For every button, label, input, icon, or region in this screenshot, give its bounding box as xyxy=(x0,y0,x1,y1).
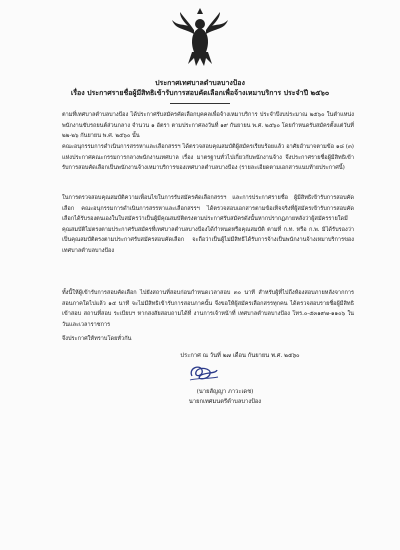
paragraph-1: ตามที่เทศบาลตำบลบางป้อง ได้ประกาศรับสมัครคัดเลือกบุคคลเพื่อจ้างเหมาบริการ ประจำปีงบประมาณ ๒๕๖๐ ในตำแหน่ง พนักงานขับรถยนต์ส่วนกลาง จำนวน ๑ อัตรา ตามประกาศลงวันที่ ๑๙ กันยายน พ.ศ. ๒๕๖๐ โดยกำหนดรับสมัครตั้งแต่วันที่ ๒๒-๒๖ กันยายน พ.ศ. ๒๕๖๐ นั้น xyxy=(62,112,356,140)
garuda-emblem xyxy=(170,8,230,68)
paragraph-5: จึงประกาศให้ทราบโดยทั่วกัน xyxy=(62,336,132,342)
divider xyxy=(170,103,230,104)
paragraph-4: ทั้งนี้ให้ผู้เข้ารับการสอบคัดเลือก ไปยังสถานที่สอบก่อนกำหนดเวลาสอบ ๓๐ นาที สำหรับผู้ที่ไปถึงห้องสอบภายหลังจากการสอบภาคใดไปแล้ว ๑๕ นาที จะไม่มีสิทธิเข้ารับการสอบภาคนั้น จึงขอให้ผู้สมัครเลือกสรรทุกคน ได้ตรวจสอบรายชื่อผู้มีสิทธิเข้าสอบ สถานที่สอบ ระเบียบฯ หากสงสัยสอบถามได้ที่ งานการเจ้าหน้าที่ เทศบาลตำบลบางป้อง โทร.๐-๕๓๑๙๗-๑๑๐๖ ในวันและเวลาราชการ xyxy=(62,290,354,328)
announcement-subject: เรื่อง ประกาศรายชื่อผู้มีสิทธิเข้ารับการสอบคัดเลือกเพื่อจ้างเหมาบริการ ประจำปี ๒๕๖๐ xyxy=(70,88,330,97)
signer-name: (นายสัญญา ภาวะเดช) xyxy=(196,389,254,395)
signer-title: นายกเทศมนตรีตำบลบางป้อง xyxy=(188,399,262,405)
announcement-title: ประกาศเทศบาลตำบลบางป้อง xyxy=(155,78,245,87)
signature-image xyxy=(186,362,220,384)
paragraph-3: ในการตรวจสอบคุณสมบัติความเพื่อนไขในการรับสมัครคัดเลือกสรรฯ และการประกาศรายชื่อ ผู้มีสิทธิเข้ารับการสอบคัดเลือก คณะอนุกรรมการดำเนินการสรรหาและเลือกสรรฯ ได้ตรวจสอบเอกสารตามข้อเท็จจริงที่ผู้สมัครเข้ารับการสอบคัดเลือกได้รับรองตนเองในใบสมัครว่าเป็นผู้มีคุณสมบัติตรงตามประกาศรับสมัครดังนั้นหากปรากฏภายหลังว่าผู้สมัครรายใดมีคุณสมบัติไม่ตรงตามประกาศรับสมัครที่เทศบาลตำบลบางป้องได้กำหนดหรือคุณสมบัติ ตามที่ ก.ท. หรือ ก.พ. มิได้รับรองว่าเป็นคุณสมบัติตรงตามประกาศรับสมัครสอบคัดเลือก จะถือว่าเป็นผู้ไม่มีสิทธิได้รับการจ้างเป็นพนักงานจ้างเหมาบริการของเทศบาลตำบลบางป้อง xyxy=(62,195,354,254)
announcement-date: ประกาศ ณ วันที่ ๒๗ เดือน กันยายน พ.ศ. ๒๕๖๐ xyxy=(180,353,300,359)
paragraph-2: คณะอนุกรรมการดำเนินการสรรหาและเลือกสรรฯ ได้ตรวจสอบคุณสมบัติผู้สมัครเรียบร้อยแล้ว อาศัยอำนาจตามข้อ ๑๘ (๓) แห่งประกาศคณะกรรมการกลางพนักงานเทศบาล เรื่อง มาตรฐานทั่วไปเกี่ยวกับพนักงานจ้าง จึงประกาศรายชื่อผู้มีสิทธิเข้ารับการสอบคัดเลือกเป็นพนักงานจ้างเหมาบริการของเทศบาลตำบลบางป้อง (รายละเอียดตามเอกสารแนบท้ายประกาศนี้) xyxy=(62,144,356,172)
